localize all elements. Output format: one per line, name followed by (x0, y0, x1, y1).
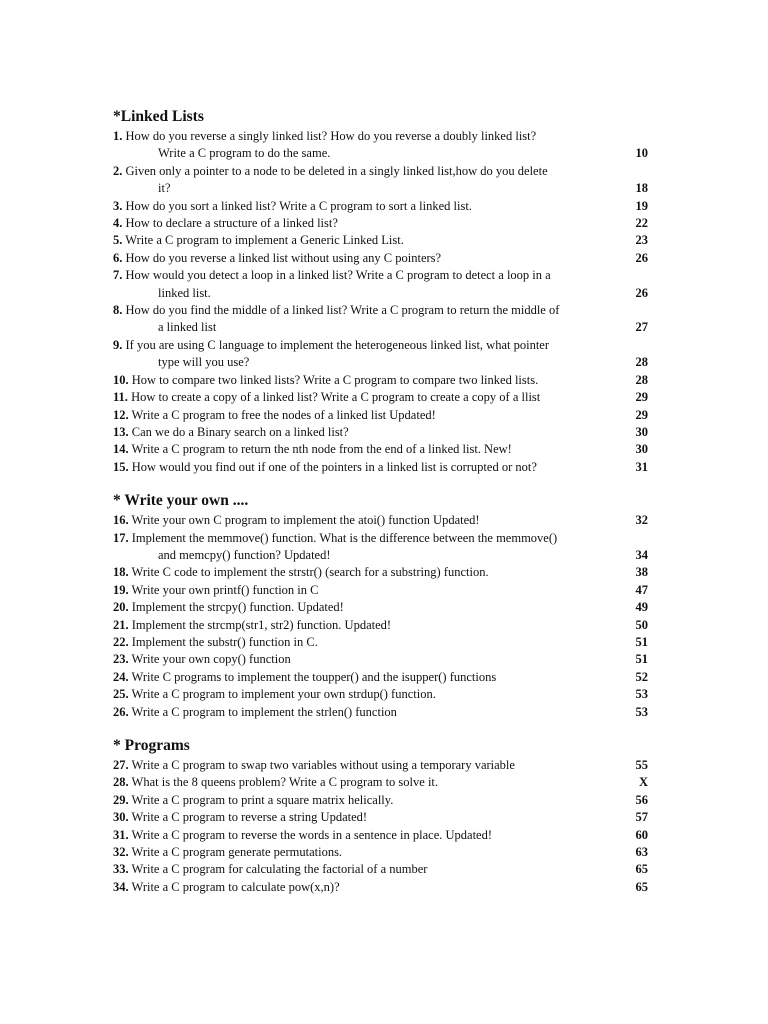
entry-text: Implement the substr() function in C. (131, 634, 318, 649)
entry-number: 25. (113, 687, 129, 702)
entry-text: How to declare a structure of a linked list? (125, 216, 338, 231)
entry-first-line (113, 827, 650, 844)
entry-number: 21. (113, 617, 129, 632)
toc-entry (113, 267, 650, 302)
entry-text: What is the 8 queens problem? Write a C program to solve it. (131, 775, 439, 790)
page-number: 55 (635, 758, 648, 772)
page-number: 19 (635, 198, 648, 213)
toc-entry (113, 617, 650, 634)
toc-section (113, 108, 650, 476)
entry-text: How do you sort a linked list? Write a C program to sort a linked list. (125, 198, 472, 213)
entry-first-line (113, 128, 650, 145)
entry-text: Write your own copy() function (131, 652, 291, 667)
entry-continuation-line (113, 180, 650, 197)
page-number: 47 (635, 582, 648, 597)
entry-number: 11. (113, 390, 128, 405)
entry-number: 27. (113, 758, 129, 772)
entry-text: If you are using C language to implement the heterogeneous linked list, what pointer (125, 337, 550, 352)
toc-entry (113, 128, 650, 163)
toc-section (113, 492, 650, 721)
entry-first-line (113, 424, 650, 441)
entry-number: 7. (113, 268, 123, 283)
toc-entry (113, 704, 650, 721)
toc-entry (113, 163, 650, 198)
toc-entry (113, 337, 650, 372)
entry-first-line (113, 232, 650, 249)
entry-number: 29. (113, 792, 129, 807)
page-number: 28 (635, 355, 648, 370)
page-number: 60 (635, 827, 648, 842)
entry-number: 18. (113, 565, 129, 580)
toc-entry (113, 686, 650, 703)
entry-first-line (113, 512, 650, 529)
entry-number: 31. (113, 827, 129, 842)
entry-text: Write C code to implement the strstr() (search for a substring) function. (131, 565, 489, 580)
entry-number: 13. (113, 424, 129, 439)
entry-number: 6. (113, 250, 123, 265)
entry-first-line (113, 651, 650, 668)
entry-first-line (113, 844, 650, 861)
entry-continuation-line (113, 547, 650, 564)
entry-first-line (113, 617, 650, 634)
entry-text: How do you reverse a linked list without using any C pointers? (125, 250, 442, 265)
toc-entry (113, 774, 650, 791)
entry-first-line (113, 774, 650, 791)
entry-text: Write C programs to implement the toupper() and the isupper() functions (131, 669, 497, 684)
entry-text: Write a C program to swap two variables without using a temporary variable (131, 758, 515, 772)
entry-number: 24. (113, 669, 129, 684)
toc-entry (113, 407, 650, 424)
page-number: 22 (635, 216, 648, 231)
entry-first-line (113, 599, 650, 616)
table-of-contents (113, 108, 650, 912)
entry-first-line (113, 215, 650, 232)
page-number: 23 (635, 233, 648, 248)
toc-entry (113, 459, 650, 476)
page-number: 26 (635, 250, 648, 265)
toc-entry (113, 809, 650, 826)
page-number: 10 (635, 146, 648, 161)
entry-first-line (113, 704, 650, 721)
entry-text: How would you find out if one of the pointers in a linked list is corrupted or not? (131, 459, 537, 474)
entry-first-line (113, 407, 650, 424)
page-number: 49 (635, 600, 648, 615)
entry-text: Write a C program to reverse a string Updated! (131, 810, 368, 825)
entry-continuation-line (113, 285, 650, 302)
page-number: 51 (635, 652, 648, 667)
entry-first-line (113, 879, 650, 896)
toc-entry (113, 669, 650, 686)
page-number: 29 (635, 390, 648, 405)
entry-first-line (113, 372, 650, 389)
entry-text: Write a C program to print a square matrix helically. (131, 792, 394, 807)
entry-number: 17. (113, 530, 129, 545)
page-number: 29 (635, 407, 648, 422)
entry-first-line (113, 861, 650, 878)
entry-text: How do you find the middle of a linked list? Write a C program to return the middle of (125, 303, 560, 318)
entry-number: 32. (113, 845, 129, 860)
entry-text: a linked list (158, 320, 217, 335)
entry-text: Write a C program generate permutations. (131, 845, 343, 860)
entry-text: Implement the strcpy() function. Updated! (131, 600, 344, 615)
entry-number: 4. (113, 216, 123, 231)
entry-text: Write a C program to implement your own strdup() function. (131, 687, 436, 702)
entry-first-line (113, 686, 650, 703)
entry-first-line (113, 530, 650, 547)
entry-number: 19. (113, 582, 129, 597)
toc-entry (113, 372, 650, 389)
page-number: 57 (635, 810, 648, 825)
page-number: 27 (635, 320, 648, 335)
entry-first-line (113, 267, 650, 284)
entry-text: linked list. (158, 285, 211, 300)
entry-text: Write a C program to implement a Generic Linked List. (125, 233, 404, 248)
page-number: 53 (635, 687, 648, 702)
entry-number: 33. (113, 862, 129, 877)
entry-number: 10. (113, 372, 129, 387)
entry-number: 14. (113, 442, 129, 457)
toc-entry (113, 879, 650, 896)
toc-entry (113, 530, 650, 565)
toc-entry (113, 792, 650, 809)
entry-first-line (113, 564, 650, 581)
entry-first-line (113, 198, 650, 215)
section-heading: * Write your own .... (113, 492, 249, 510)
toc-section (113, 737, 650, 896)
entry-number: 22. (113, 634, 129, 649)
page-number: 56 (635, 792, 648, 807)
entry-number: 20. (113, 600, 129, 615)
page-number: 31 (635, 459, 648, 474)
entry-number: 30. (113, 810, 129, 825)
entry-number: 2. (113, 163, 123, 178)
entry-number: 15. (113, 459, 129, 474)
toc-entry (113, 844, 650, 861)
page-number: 26 (635, 285, 648, 300)
page-number: 18 (635, 181, 648, 196)
toc-entry (113, 512, 650, 529)
page-number: 65 (635, 879, 648, 894)
entry-number: 9. (113, 337, 123, 352)
entry-number: 26. (113, 704, 129, 719)
entry-first-line (113, 582, 650, 599)
page-number: 32 (635, 513, 648, 528)
entry-first-line (113, 809, 650, 826)
page-number: 30 (635, 424, 648, 439)
entry-text: Given only a pointer to a node to be deleted in a singly linked list,how do you delete (125, 163, 548, 178)
entry-text: type will you use? (158, 355, 250, 370)
toc-entry (113, 250, 650, 267)
entry-text: How to create a copy of a linked list? Write a C program to create a copy of a llist (131, 390, 541, 405)
toc-entry (113, 424, 650, 441)
entry-text: Write a C program to return the nth node from the end of a linked list. New! (131, 442, 512, 457)
toc-entry (113, 232, 650, 249)
page-number: X (638, 775, 648, 790)
entry-text: Write a C program for calculating the factorial of a number (131, 862, 428, 877)
entry-number: 12. (113, 407, 129, 422)
entry-first-line (113, 634, 650, 651)
entry-number: 1. (113, 129, 123, 143)
entry-text: Write a C program to do the same. (158, 146, 331, 161)
toc-entry (113, 441, 650, 458)
toc-entry (113, 651, 650, 668)
entry-text: Write a C program to calculate pow(x,n)? (131, 879, 340, 894)
page-number: 53 (635, 704, 648, 719)
entry-number: 3. (113, 198, 123, 213)
entry-first-line (113, 250, 650, 267)
toc-entry (113, 599, 650, 616)
toc-entry (113, 302, 650, 337)
toc-entry (113, 564, 650, 581)
toc-entry (113, 634, 650, 651)
page-number: 34 (635, 547, 648, 562)
entry-text: How to compare two linked lists? Write a C program to compare two linked lists. (131, 372, 539, 387)
toc-entry (113, 757, 650, 774)
page-number: 28 (635, 372, 648, 387)
toc-entry (113, 582, 650, 599)
entry-first-line (113, 757, 650, 774)
entry-text: Write your own printf() function in C (131, 582, 319, 597)
entry-text: Write your own C program to implement the atoi() function Updated! (131, 513, 480, 528)
entry-continuation-line (113, 354, 650, 371)
entry-text: Implement the strcmp(str1, str2) function. Updated! (131, 617, 392, 632)
entry-number: 16. (113, 513, 129, 528)
page-number: 65 (635, 862, 648, 877)
page-number: 52 (635, 669, 648, 684)
page-number: 50 (635, 617, 648, 632)
toc-entry (113, 198, 650, 215)
entry-first-line (113, 337, 650, 354)
entry-text: Write a C program to reverse the words in a sentence in place. Updated! (131, 827, 492, 842)
entry-text: and memcpy() function? Updated! (158, 547, 331, 562)
entry-first-line (113, 459, 650, 476)
toc-entry (113, 389, 650, 406)
toc-entry (113, 215, 650, 232)
entry-text: Write a C program to free the nodes of a linked list Updated! (131, 407, 436, 422)
entry-number: 34. (113, 879, 129, 894)
entry-text: it? (158, 181, 171, 196)
entry-continuation-line (113, 319, 650, 336)
section-heading: *Linked Lists (113, 108, 204, 125)
page-number: 63 (635, 845, 648, 860)
page-number: 30 (635, 442, 648, 457)
entry-number: 23. (113, 652, 129, 667)
entry-text: Can we do a Binary search on a linked list? (131, 424, 349, 439)
toc-entry (113, 861, 650, 878)
entry-text: How do you reverse a singly linked list? How do you reverse a doubly linked list? (125, 129, 537, 143)
entry-text: Write a C program to implement the strlen() function (131, 704, 397, 719)
entry-number: 28. (113, 775, 129, 790)
entry-text: How would you detect a loop in a linked list? Write a C program to detect a loop in a (125, 268, 551, 283)
entry-first-line (113, 792, 650, 809)
page-number: 51 (635, 634, 648, 649)
entry-text: Implement the memmove() function. What is the difference between the memmove() (131, 530, 558, 545)
entry-continuation-line (113, 145, 650, 162)
entry-number: 8. (113, 303, 123, 318)
toc-entry (113, 827, 650, 844)
entry-first-line (113, 163, 650, 180)
entry-first-line (113, 389, 650, 406)
entry-first-line (113, 441, 650, 458)
entry-first-line (113, 302, 650, 319)
entry-number: 5. (113, 233, 123, 248)
section-heading: * Programs (113, 737, 190, 754)
page-number: 38 (635, 565, 648, 580)
entry-first-line (113, 669, 650, 686)
